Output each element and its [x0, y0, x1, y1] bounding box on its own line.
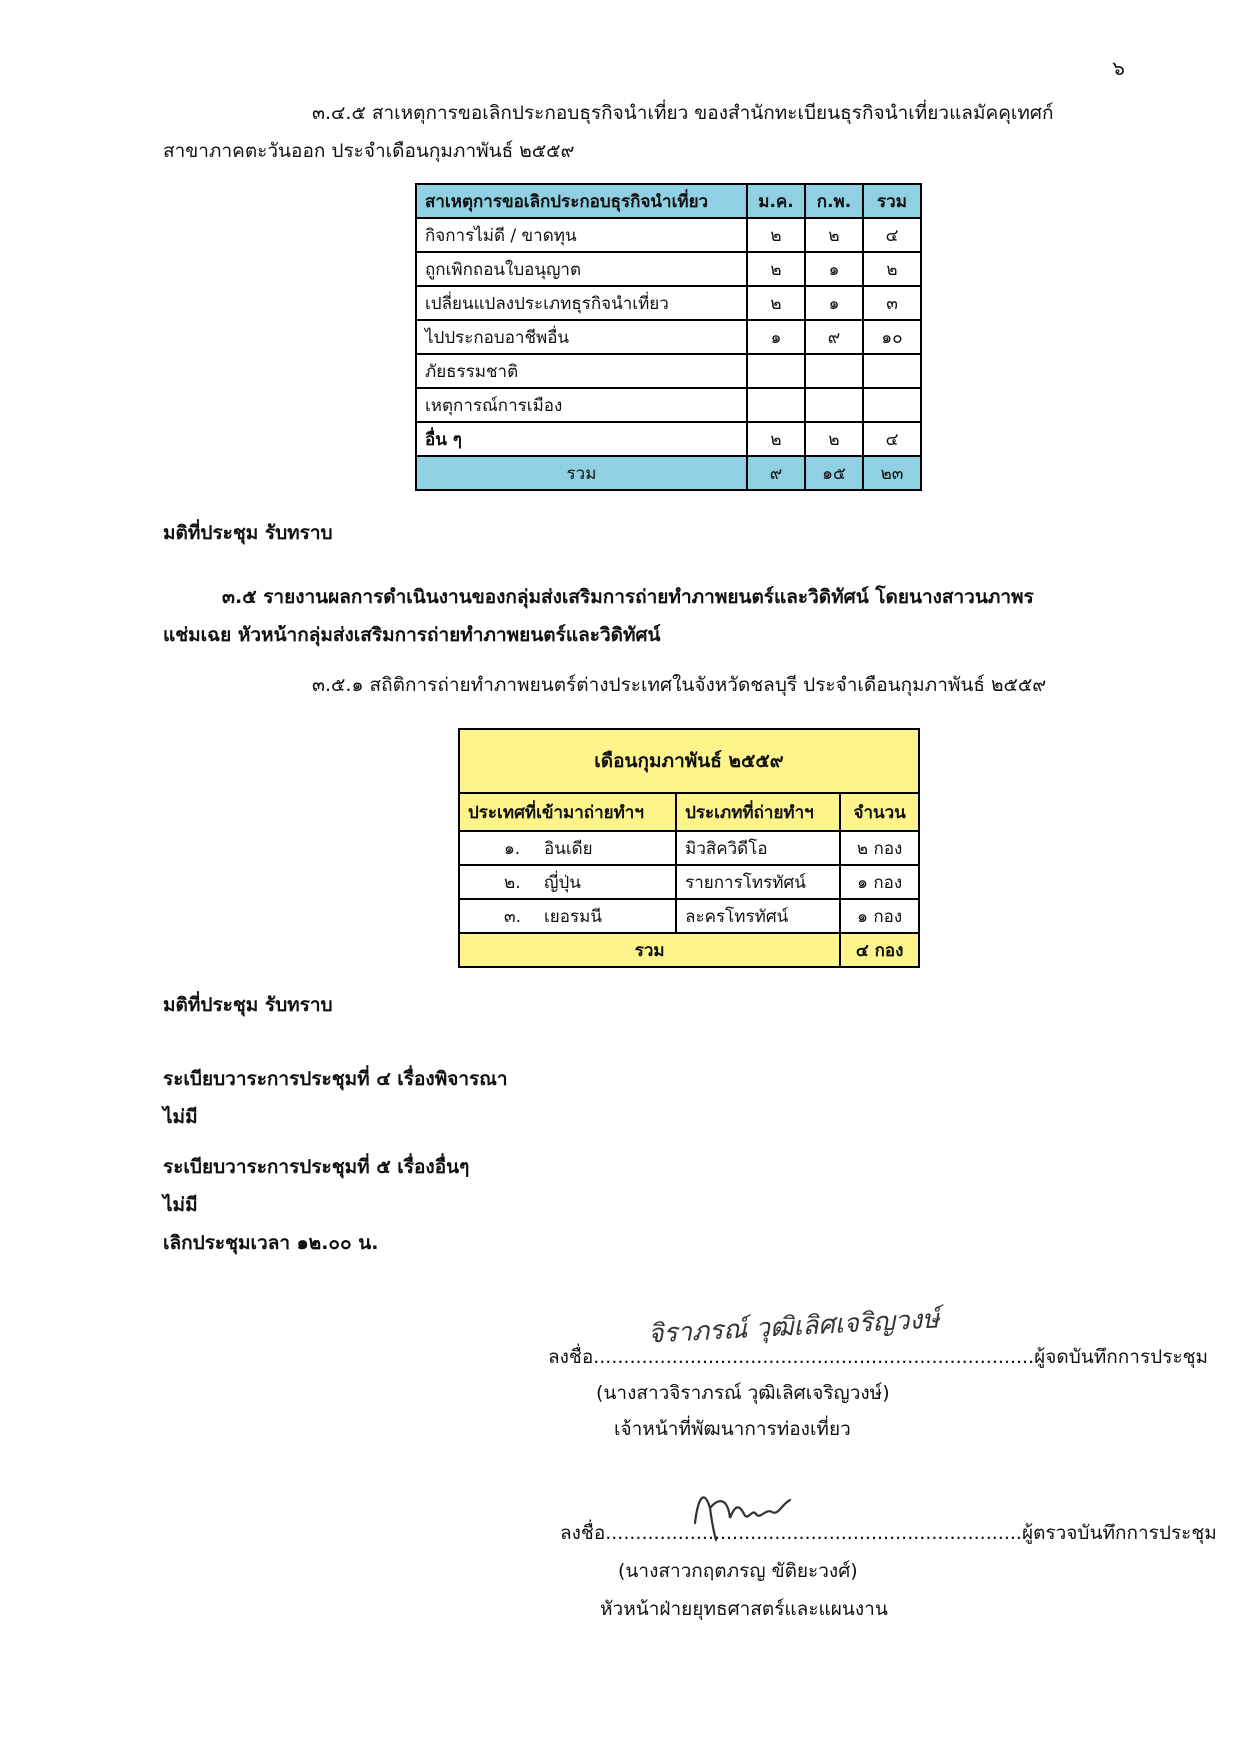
cause-label: กิจการไม่ดี / ขาดทุน — [416, 218, 747, 252]
row-index: ๒. — [504, 872, 521, 893]
sign-line-1: ลงชื่อ.........................................................................ผู้จดบันทึกการประชุม — [548, 1346, 1209, 1368]
jan-value: ๒ — [747, 422, 805, 456]
header-total: รวม — [863, 184, 921, 218]
section-345-line1: ๓.๔.๕ สาเหตุการขอเลิกประกอบธุรกิจนำเที่ยว ของสำนักทะเบียนธุรกิจนำเที่ยวแลมัคคุเทศก์ — [312, 102, 1054, 124]
country-cell — [459, 899, 676, 933]
table-row — [416, 388, 921, 422]
jan-value: ๑ — [747, 320, 805, 354]
header-cause: สาเหตุการขอเลิกประกอบธุรกิจนำเที่ยว — [416, 184, 747, 218]
section-35-line1: ๓.๕ รายงานผลการดำเนินงานของกลุ่มส่งเสริมการถ่ายทำภาพยนตร์และวิดิทัศน์ โดยนางสาวนภาพร — [222, 586, 1034, 608]
jan-value: ๒ — [747, 286, 805, 320]
qty-cell: ๒ กอง — [840, 831, 919, 865]
country-name: ญี่ปุ่น — [544, 872, 581, 893]
feb-value: ๑ — [805, 286, 863, 320]
type-cell: รายการโทรทัศน์ — [676, 865, 840, 899]
cause-label: ไปประกอบอาชีพอื่น — [416, 320, 747, 354]
cause-label: อื่น ๆ — [416, 422, 747, 456]
feb-value: ๒ — [805, 422, 863, 456]
row-index: ๓. — [504, 906, 522, 927]
table-header-row — [459, 793, 919, 831]
total-value — [863, 354, 921, 388]
country-name: อินเดีย — [544, 838, 593, 859]
country-cell — [459, 865, 676, 899]
header-type: ประเภทที่ถ่ายทำฯ — [676, 793, 840, 831]
country-cell — [459, 831, 676, 865]
header-feb: ก.พ. — [805, 184, 863, 218]
header-country: ประเทศที่เข้ามาถ่ายทำฯ — [459, 793, 676, 831]
resolution-1: มติที่ประชุม รับทราบ — [163, 522, 333, 544]
table-total-row — [459, 933, 919, 967]
qty-cell: ๑ กอง — [840, 865, 919, 899]
cause-label: ภัยธรรมชาติ — [416, 354, 747, 388]
cause-label: เหตุการณ์การเมือง — [416, 388, 747, 422]
cause-label: ถูกเพิกถอนใบอนุญาต — [416, 252, 747, 286]
section-35-line2: แช่มเฉย หัวหน้ากลุ่มส่งเสริมการถ่ายทำภาพยนตร์และวิดิทัศน์ — [163, 624, 661, 646]
resolution-2: มติที่ประชุม รับทราบ — [163, 994, 333, 1016]
jan-value: ๒ — [747, 252, 805, 286]
agenda-4-body: ไม่มี — [163, 1106, 198, 1128]
qty-cell: ๑ กอง — [840, 899, 919, 933]
feb-total: ๑๕ — [805, 456, 863, 490]
cause-label: เปลี่ยนแปลงประเภทธุรกิจนำเที่ยว — [416, 286, 747, 320]
header-jan: ม.ค. — [747, 184, 805, 218]
feb-value: ๑ — [805, 252, 863, 286]
feb-value: ๙ — [805, 320, 863, 354]
table-row — [459, 865, 919, 899]
agenda-5-title: ระเบียบวาระการประชุมที่ ๕ เรื่องอื่นๆ — [163, 1156, 470, 1178]
total-value: ๑๐ — [863, 320, 921, 354]
recorder-position: เจ้าหน้าที่พัฒนาการท่องเที่ยว — [614, 1418, 851, 1440]
table-row — [416, 320, 921, 354]
table-row — [416, 422, 921, 456]
agenda-4-title: ระเบียบวาระการประชุมที่ ๔ เรื่องพิจารณา — [163, 1068, 508, 1090]
section-351: ๓.๕.๑ สถิติการถ่ายทำภาพยนตร์ต่างประเทศในจังหวัดชลบุรี ประจำเดือนกุมภาพันธ์ ๒๕๕๙ — [312, 674, 1047, 696]
reviewer-name: (นางสาวกฤตภรญ ขัติยะวงศ์) — [618, 1560, 858, 1582]
type-cell: มิวสิควิดีโอ — [676, 831, 840, 865]
total-value: ๔ — [863, 218, 921, 252]
table-row — [459, 831, 919, 865]
table-row — [416, 286, 921, 320]
total-qty: ๔ กอง — [840, 933, 919, 967]
table-header-row — [416, 184, 921, 218]
feb-value — [805, 388, 863, 422]
closing-time: เลิกประชุมเวลา ๑๒.๐๐ น. — [163, 1232, 379, 1254]
page-number: ๖ — [1112, 56, 1125, 80]
total-label: รวม — [416, 456, 747, 490]
agenda-5-body: ไม่มี — [163, 1194, 198, 1216]
table-title-row — [459, 729, 919, 793]
reviewer-position: หัวหน้าฝ่ายยุทธศาสตร์และแผนงาน — [600, 1598, 888, 1620]
total-value: ๓ — [863, 286, 921, 320]
total-value — [863, 388, 921, 422]
table-title: เดือนกุมภาพันธ์ ๒๕๕๙ — [459, 729, 919, 793]
table-row — [459, 899, 919, 933]
recorder-name: (นางสาวจิราภรณ์ วุฒิเลิศเจริญวงษ์) — [596, 1382, 890, 1404]
business-closure-table — [415, 183, 922, 491]
row-index: ๑. — [504, 838, 521, 859]
table-row — [416, 252, 921, 286]
table-total-row — [416, 456, 921, 490]
table-row — [416, 218, 921, 252]
jan-total: ๙ — [747, 456, 805, 490]
total-value: ๒ — [863, 252, 921, 286]
jan-value — [747, 354, 805, 388]
type-cell: ละครโทรทัศน์ — [676, 899, 840, 933]
jan-value: ๒ — [747, 218, 805, 252]
header-qty: จำนวน — [840, 793, 919, 831]
country-name: เยอรมนี — [544, 906, 602, 927]
grand-total: ๒๓ — [863, 456, 921, 490]
jan-value — [747, 388, 805, 422]
total-value: ๔ — [863, 422, 921, 456]
signature-handwriting-1: จิราภรณ์ วุฒิเลิศเจริญวงษ์ — [647, 1304, 940, 1350]
sign-line-2: ลงชื่อ.....................................................................ผู้ตรวจบันทึกการประชุม — [560, 1522, 1217, 1544]
feb-value: ๒ — [805, 218, 863, 252]
section-345-line2: สาขาภาคตะวันออก ประจำเดือนกุมภาพันธ์ ๒๕๕๙ — [163, 140, 575, 162]
filming-stats-table — [458, 728, 920, 968]
feb-value — [805, 354, 863, 388]
table-row — [416, 354, 921, 388]
total-label: รวม — [459, 933, 840, 967]
